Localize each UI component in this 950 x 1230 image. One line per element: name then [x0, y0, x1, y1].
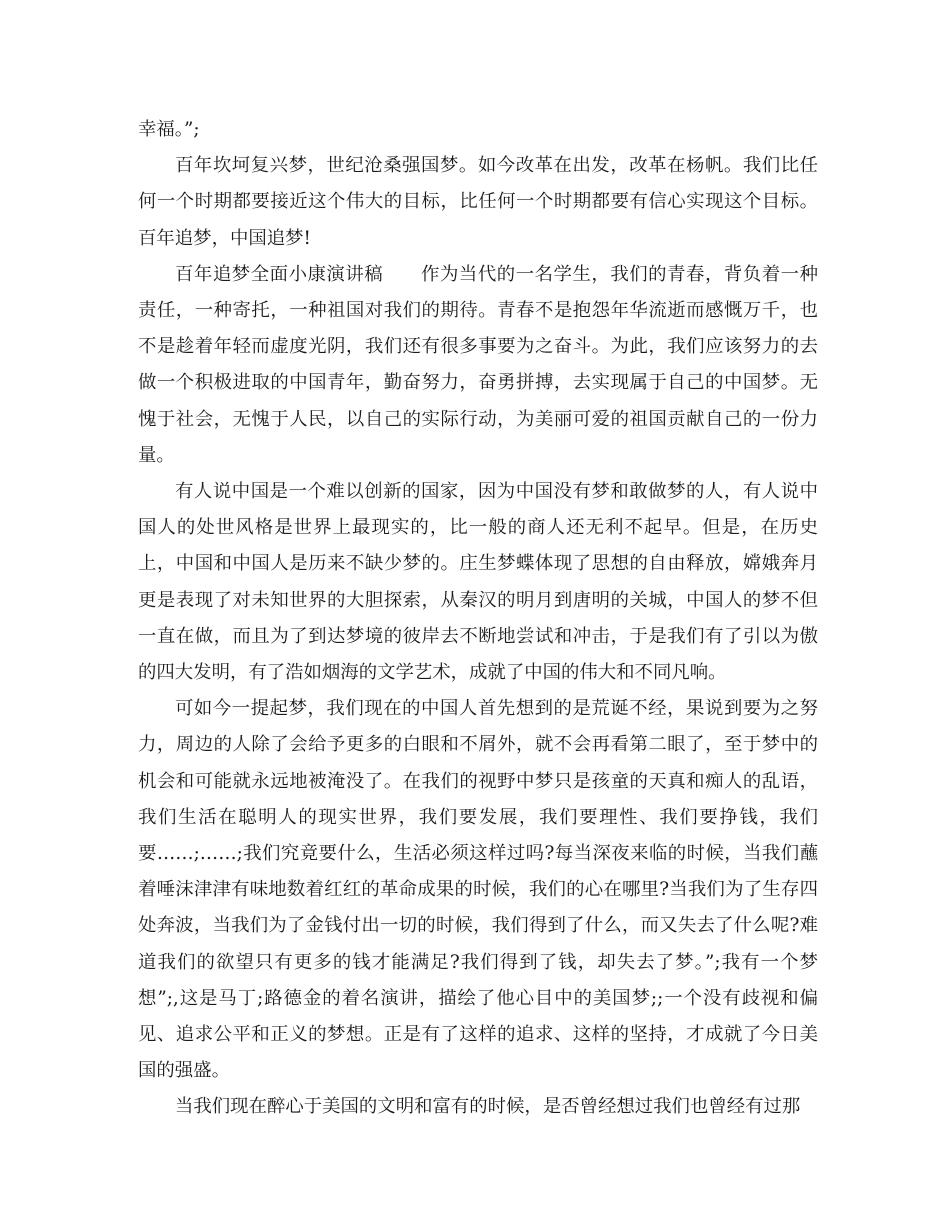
paragraph-american-civilization: 当我们现在醉心于美国的文明和富有的时候，是否曾经想过我们也曾经有过那: [175, 1096, 801, 1118]
document-body: [138, 112, 818, 1126]
paragraph-chinese-dreams-history: 有人说中国是一个难以创新的国家，因为中国没有梦和敢做梦的人，有人说中国人的处世风格是世界上最现实的，比一般的商人还无利不起早。但是，在历史上，中国和中国人是历来不缺少梦的。庄生梦蝶体现了思想的自由释放，嫦娥奔月更是表现了对未知世界的大胆探索，从秦汉的明月到唐明的关城，中国人的梦不但一直在做，而且为了到达梦境的彼岸去不断地尝试和冲击，于是我们有了引以为傲的四大发明，有了浩如烟海的文学艺术，成就了中国的伟大和不同凡响。: [138, 481, 818, 684]
paragraph-continuation: 幸福。”;: [138, 119, 200, 140]
paragraph-student-youth: 百年追梦全面小康演讲稿 作为当代的一名学生，我们的青春，背负着一种责任，一种寄托，一种祖国对我们的期待。青春不是抱怨年华流逝而感慨万千，也不是趁着年轻而虚度光阴，我们还有很多事要为之奋斗。为此，我们应该努力的去做一个积极进取的中国青年，勤奋努力，奋勇拼搏，去实现属于自己的中国梦。无愧于社会，无愧于人民，以自己的实际行动，为美丽可爱的祖国贡献自己的一份力量。: [138, 263, 818, 466]
paragraph-rejuvenation-dream: 百年坎坷复兴梦，世纪沧桑强国梦。如今改革在出发，改革在杨帆。我们比任何一个时期都要接近这个伟大的目标，比任何一个时期都要有信心实现这个目标。百年追梦，中国追梦!: [138, 155, 818, 249]
paragraph-modern-dream-loss: 可如今一提起梦，我们现在的中国人首先想到的是荒诞不经，果说到要为之努力，周边的人除了会给予更多的白眼和不屑外，就不会再看第二眼了，至于梦中的机会和可能就永远地被淹没了。在我们的视野中梦只是孩童的天真和痴人的乱语，我们生活在聪明人的现实世界，我们要发展，我们要理性、我们要挣钱，我们要……;……;我们究竟要什么，生活必须这样过吗?每当深夜来临的时候，当我们蘸着唾沫津津有味地数着红红的革命成果的时候，我们的心在哪里?当我们为了生存四处奔波，当我们为了金钱付出一切的时候，我们得到了什么，而又失去了什么呢?难道我们的欲望只有更多的钱才能满足?我们得到了钱，却失去了梦。”;我有一个梦想”;,这是马丁;路德金的着名演讲，描绘了他心目中的美国梦;;一个没有歧视和偏见、追求公平和正义的梦想。正是有了这样的追求、这样的坚持，才成就了今日美国的强盛。: [138, 698, 818, 1082]
